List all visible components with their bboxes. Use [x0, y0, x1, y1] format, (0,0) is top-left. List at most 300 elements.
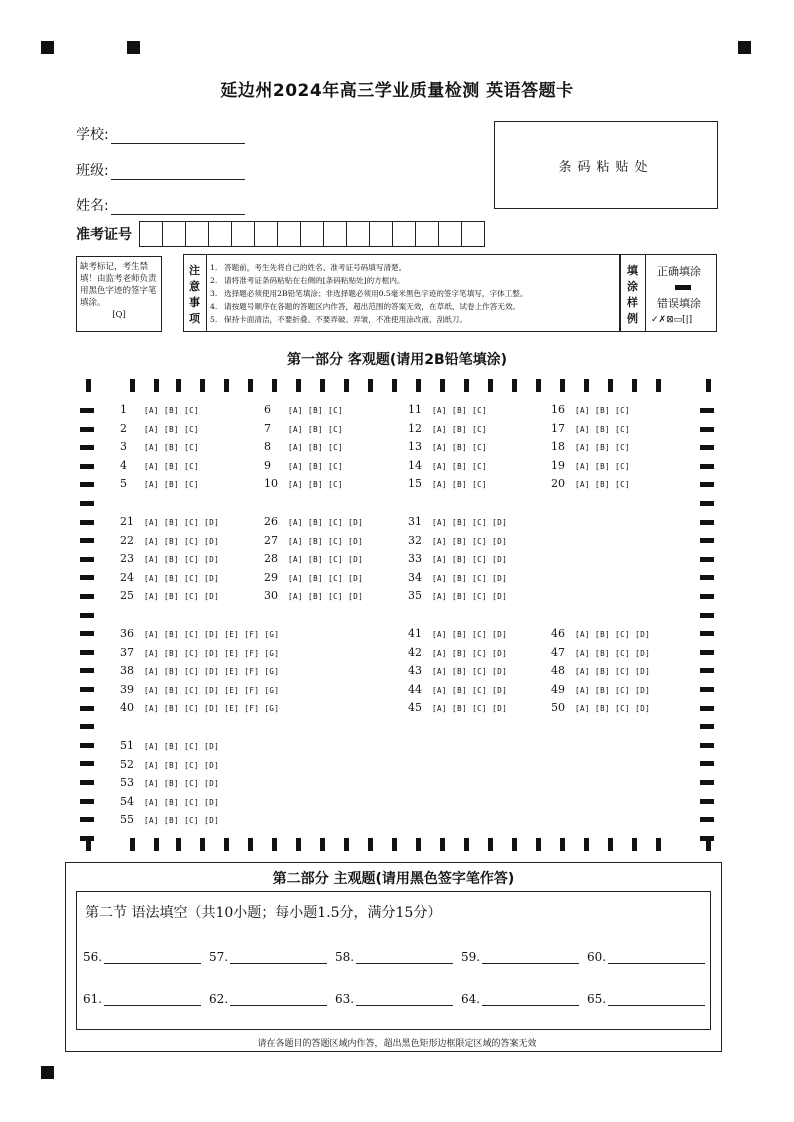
answer-bubbles[interactable]: [A] [B] [C] [D] [575, 667, 651, 677]
answer-bubbles[interactable]: [A] [B] [C] [432, 461, 488, 471]
exam-number-digit-box[interactable] [254, 221, 278, 247]
answer-bubbles[interactable]: [A] [B] [C] [D] [432, 592, 508, 602]
question-row[interactable] [551, 683, 654, 696]
grammar-blank[interactable] [83, 992, 201, 1006]
note-item: 4. 请按题号顺序在各题的答题区内作答，超出范围的答案无效，在草纸、试卷上作答无效。 [210, 302, 521, 311]
timing-mark [80, 408, 94, 413]
timing-mark [80, 482, 94, 487]
timing-mark [272, 379, 277, 392]
question-number: 31 [408, 515, 422, 528]
answer-bubbles[interactable]: [A] [B] [C] [D] [575, 685, 651, 695]
exam-number-digit-box[interactable] [392, 221, 416, 247]
question-number: 26 [264, 515, 278, 528]
question-row[interactable] [408, 422, 491, 435]
question-row[interactable] [408, 515, 511, 528]
answer-bubbles[interactable]: [A] [B] [C] [D] [288, 592, 364, 602]
question-row[interactable] [551, 440, 634, 453]
question-number: 22 [120, 533, 134, 547]
fill-sample-box [620, 254, 717, 332]
question-row[interactable] [408, 683, 511, 696]
question-row[interactable] [120, 552, 223, 565]
question-number: 51 [120, 739, 134, 752]
question-row[interactable] [264, 552, 367, 565]
answer-bubbles[interactable]: [A] [B] [C] [288, 424, 344, 434]
question-number: 20 [551, 477, 565, 491]
notes-heading: 注意事项 [189, 264, 200, 325]
blank-number: 57. [209, 950, 229, 964]
answer-bubbles[interactable]: [A] [B] [C] [D] [432, 704, 508, 714]
question-row[interactable] [120, 534, 223, 547]
blank-number: 60. [587, 950, 607, 964]
timing-mark [80, 650, 94, 655]
grammar-blank[interactable] [461, 992, 579, 1006]
question-number: 46 [551, 627, 565, 640]
question-row[interactable] [120, 813, 223, 826]
question-number: 23 [120, 552, 134, 566]
answer-bubbles[interactable]: [A] [B] [C] [D] [144, 797, 220, 807]
timing-mark [700, 464, 714, 469]
timing-mark [80, 817, 94, 822]
question-number: 21 [120, 515, 134, 528]
timing-mark [488, 838, 493, 851]
timing-mark [700, 520, 714, 525]
timing-mark [700, 836, 714, 841]
question-number: 7 [264, 421, 271, 435]
answer-bubbles[interactable]: [A] [B] [C] [575, 406, 631, 415]
answer-bubbles[interactable]: [A] [B] [C] [D] [144, 518, 220, 527]
question-row[interactable] [120, 589, 223, 602]
answer-line[interactable] [104, 951, 201, 964]
question-row[interactable] [408, 403, 491, 416]
answer-bubbles[interactable]: [A] [B] [C] [D] [144, 592, 220, 602]
answer-bubbles[interactable]: [A] [B] [C] [D] [144, 536, 220, 546]
exam-number-digit-box[interactable] [162, 221, 186, 247]
question-row[interactable] [120, 795, 223, 808]
answer-line[interactable] [482, 951, 579, 964]
question-row[interactable] [551, 701, 654, 714]
absent-box [76, 256, 162, 332]
question-number: 8 [264, 440, 271, 454]
corner-mark [127, 41, 140, 54]
timing-mark [700, 631, 714, 636]
timing-mark [700, 706, 714, 711]
timing-mark [130, 838, 135, 851]
grammar-blank[interactable] [461, 950, 579, 964]
question-number: 34 [408, 570, 422, 584]
timing-mark [154, 379, 159, 392]
answer-line[interactable] [356, 951, 453, 964]
answer-bubbles[interactable]: [A] [B] [C] [D] [E] [F] [G] [144, 667, 280, 677]
answer-bubbles[interactable]: [A] [B] [C] [D] [E] [F] [G] [144, 685, 280, 695]
answer-bubbles[interactable]: [A] [B] [C] [D] [144, 816, 220, 826]
answer-bubbles[interactable]: [A] [B] [C] [288, 461, 344, 471]
blank-number: 56. [83, 950, 103, 964]
question-row[interactable] [408, 534, 511, 547]
answer-bubbles[interactable]: [A] [B] [C] [575, 461, 631, 471]
question-row[interactable] [551, 422, 634, 435]
answer-bubbles[interactable]: [A] [B] [C] [432, 480, 488, 490]
blank-number: 58. [335, 950, 355, 964]
question-row[interactable] [120, 683, 283, 696]
question-row[interactable] [264, 422, 347, 435]
question-number: 17 [551, 421, 565, 435]
question-number: 45 [408, 701, 422, 715]
answer-bubbles[interactable]: [A] [B] [C] [575, 480, 631, 490]
question-number: 40 [120, 701, 134, 715]
question-row[interactable] [264, 589, 367, 602]
wrong-fill-marks: ✓✗⊠▭[|] [651, 315, 693, 325]
question-row[interactable] [264, 440, 347, 453]
timing-mark [700, 501, 714, 506]
answer-bubbles[interactable]: [A] [B] [C] [D] [432, 555, 508, 565]
answer-bubbles[interactable]: [A] [B] [C] [432, 424, 488, 434]
question-row[interactable] [120, 440, 203, 453]
answer-bubbles[interactable]: [A] [B] [C] [D] [E] [F] [G] [144, 630, 280, 639]
timing-mark [706, 379, 711, 392]
question-number: 39 [120, 682, 134, 696]
timing-mark [700, 650, 714, 655]
answer-bubbles[interactable]: [A] [B] [C] [D] [E] [F] [G] [144, 648, 280, 658]
answer-bubbles[interactable]: [A] [B] [C] [D] [E] [F] [G] [144, 704, 280, 714]
question-row[interactable] [408, 440, 491, 453]
correct-fill-mark [675, 285, 691, 290]
barcode-label: 条码粘贴处 [558, 160, 654, 175]
answer-bubbles[interactable]: [A] [B] [C] [D] [288, 536, 364, 546]
answer-bubbles[interactable]: [A] [B] [C] [575, 443, 631, 453]
question-row[interactable] [120, 739, 223, 752]
answer-bubbles[interactable]: [A] [B] [C] [D] [288, 518, 364, 527]
timing-mark [512, 379, 517, 392]
answer-line[interactable] [608, 993, 705, 1006]
answer-line[interactable] [482, 993, 579, 1006]
question-row[interactable] [408, 459, 491, 472]
question-number: 29 [264, 570, 278, 584]
question-row[interactable] [120, 477, 203, 490]
blank-number: 59. [461, 950, 481, 964]
timing-mark [344, 379, 349, 392]
question-number: 30 [264, 589, 278, 603]
question-number: 25 [120, 589, 134, 603]
answer-bubbles[interactable]: [A] [B] [C] [144, 443, 200, 453]
timing-mark [80, 836, 94, 841]
exam-number-label: 准考证号 [76, 227, 132, 243]
timing-mark [700, 427, 714, 432]
sample-correct-label: 正确填涂 [657, 265, 701, 278]
answer-bubbles[interactable]: [A] [B] [C] [D] [575, 630, 651, 639]
question-row[interactable] [264, 571, 367, 584]
question-number: 48 [551, 664, 565, 678]
timing-mark [176, 379, 181, 392]
blank-number: 65. [587, 992, 607, 1006]
timing-mark [86, 379, 91, 392]
timing-mark [536, 838, 541, 851]
answer-bubbles[interactable]: [A] [B] [C] [D] [432, 685, 508, 695]
question-row[interactable] [408, 477, 491, 490]
timing-mark [80, 613, 94, 618]
question-row[interactable] [120, 664, 283, 677]
note-item: 2. 请将准考证条码粘贴在右侧的[条码粘贴处]的方框内。 [210, 276, 405, 285]
question-row[interactable] [120, 701, 283, 714]
timing-mark [80, 799, 94, 804]
question-number: 14 [408, 458, 422, 472]
timing-mark [80, 724, 94, 729]
question-row[interactable] [120, 776, 223, 789]
timing-mark [200, 379, 205, 392]
timing-mark [130, 379, 135, 392]
part2-title: 第二部分 主观题(请用黑色签字笔作答) [272, 871, 515, 887]
answer-bubbles[interactable]: [A] [B] [C] [575, 424, 631, 434]
answer-bubbles[interactable]: [A] [B] [C] [D] [144, 742, 220, 751]
exam-number-digit-box[interactable] [415, 221, 439, 247]
footer-note: 请在各题目的答题区域内作答，超出黑色矩形边框限定区域的答案无效 [257, 1039, 537, 1049]
timing-mark [584, 838, 589, 851]
answer-bubbles[interactable]: [A] [B] [C] [D] [144, 555, 220, 565]
question-number: 19 [551, 458, 565, 472]
question-row[interactable] [408, 646, 511, 659]
exam-number-digit-box[interactable] [277, 221, 301, 247]
timing-mark [272, 838, 277, 851]
timing-mark [700, 780, 714, 785]
question-number: 24 [120, 570, 134, 584]
absent-note: 缺考标记，考生禁填！由监考老师负责用黑色字迹的签字笔填涂。 [80, 262, 157, 308]
school-field[interactable] [76, 124, 245, 144]
question-row[interactable] [408, 552, 511, 565]
question-number: 12 [408, 421, 422, 435]
timing-mark [536, 379, 541, 392]
timing-mark [700, 613, 714, 618]
question-number: 53 [120, 776, 134, 790]
timing-mark [80, 445, 94, 450]
question-row[interactable] [120, 571, 223, 584]
timing-mark [464, 838, 469, 851]
part2-box [65, 862, 722, 1052]
question-row[interactable] [408, 589, 511, 602]
exam-number-digit-box[interactable] [139, 221, 163, 247]
absent-mark[interactable]: [Q] [112, 310, 126, 320]
timing-mark [700, 743, 714, 748]
question-number: 11 [408, 403, 422, 416]
question-row[interactable] [551, 646, 654, 659]
answer-bubbles[interactable]: [A] [B] [C] [144, 406, 200, 415]
question-number: 4 [120, 458, 127, 472]
answer-line[interactable] [356, 993, 453, 1006]
timing-mark [632, 379, 637, 392]
question-row[interactable] [264, 534, 367, 547]
answer-bubbles[interactable]: [A] [B] [C] [D] [575, 704, 651, 714]
timing-mark [224, 379, 229, 392]
grammar-blank[interactable] [209, 950, 327, 964]
answer-bubbles[interactable]: [A] [B] [C] [D] [432, 536, 508, 546]
timing-mark [248, 838, 253, 851]
answer-bubbles[interactable]: [A] [B] [C] [D] [288, 555, 364, 565]
answer-bubbles[interactable]: [A] [B] [C] [D] [432, 630, 508, 639]
answer-line[interactable] [608, 951, 705, 964]
timing-mark [80, 538, 94, 543]
question-row[interactable] [264, 459, 347, 472]
timing-mark [368, 379, 373, 392]
answer-bubbles[interactable]: [A] [B] [C] [432, 406, 488, 415]
grammar-blank[interactable] [209, 992, 327, 1006]
timing-mark [80, 631, 94, 636]
timing-mark [632, 838, 637, 851]
timing-mark [80, 464, 94, 469]
answer-bubbles[interactable]: [A] [B] [C] [144, 424, 200, 434]
question-row[interactable] [120, 459, 203, 472]
question-row[interactable] [120, 646, 283, 659]
timing-mark [416, 379, 421, 392]
question-number: 33 [408, 552, 422, 566]
answer-bubbles[interactable]: [A] [B] [C] [D] [432, 667, 508, 677]
timing-mark [248, 379, 253, 392]
answer-bubbles[interactable]: [A] [B] [C] [D] [288, 573, 364, 583]
timing-mark [700, 445, 714, 450]
timing-mark [224, 838, 229, 851]
timing-mark [416, 838, 421, 851]
answer-bubbles[interactable]: [A] [B] [C] [D] [575, 648, 651, 658]
question-number: 5 [120, 477, 127, 491]
blank-number: 64. [461, 992, 481, 1006]
timing-mark [200, 838, 205, 851]
question-row[interactable] [264, 477, 347, 490]
timing-mark [700, 724, 714, 729]
timing-mark [80, 427, 94, 432]
timing-mark [368, 838, 373, 851]
class-label: 班级: [76, 163, 109, 179]
answer-bubbles[interactable]: [A] [B] [C] [D] [144, 760, 220, 770]
note-item: 3. 选择题必须使用2B铅笔填涂；非选择题必须用0.5毫米黑色字迹的签字笔填写，字体工整。 [210, 289, 528, 298]
corner-mark [738, 41, 751, 54]
question-number: 1 [120, 403, 127, 416]
timing-mark [700, 817, 714, 822]
question-number: 44 [408, 682, 422, 696]
exam-number-digit-box[interactable] [369, 221, 393, 247]
question-row[interactable] [408, 701, 511, 714]
answer-bubbles[interactable]: [A] [B] [C] [D] [144, 573, 220, 583]
question-number: 52 [120, 757, 134, 771]
answer-bubbles[interactable]: [A] [B] [C] [D] [432, 573, 508, 583]
timing-mark [700, 668, 714, 673]
question-row[interactable] [120, 758, 223, 771]
timing-mark [440, 838, 445, 851]
answer-line[interactable] [104, 993, 201, 1006]
question-number: 28 [264, 552, 278, 566]
name-label: 姓名: [76, 198, 109, 214]
timing-mark [320, 379, 325, 392]
part1-title: 第一部分 客观题(请用2B铅笔填涂) [286, 352, 508, 368]
question-row[interactable] [264, 515, 367, 528]
exam-number-digit-box[interactable] [346, 221, 370, 247]
question-row[interactable] [408, 571, 511, 584]
name-field[interactable] [76, 195, 245, 215]
answer-bubbles[interactable]: [A] [B] [C] [144, 480, 200, 490]
timing-mark [392, 379, 397, 392]
question-number: 18 [551, 440, 565, 454]
section2-title: 第二节 语法填空（共10小题；每小题1.5分，满分15分） [85, 905, 442, 921]
question-row[interactable] [408, 627, 511, 640]
page-title: 延边州2024年高三学业质量检测 英语答题卡 [220, 81, 574, 101]
exam-number-digit-box[interactable] [231, 221, 255, 247]
question-number: 3 [120, 440, 127, 454]
timing-mark [296, 379, 301, 392]
answer-line[interactable] [230, 951, 327, 964]
blank-number: 61. [83, 992, 103, 1006]
timing-mark [700, 408, 714, 413]
answer-bubbles[interactable]: [A] [B] [C] [288, 443, 344, 453]
answer-bubbles[interactable]: [A] [B] [C] [D] [432, 648, 508, 658]
timing-mark [296, 838, 301, 851]
grammar-blank[interactable] [587, 950, 705, 964]
exam-number-digit-box[interactable] [438, 221, 462, 247]
timing-mark [700, 799, 714, 804]
grammar-blank[interactable] [335, 992, 453, 1006]
question-row[interactable] [551, 664, 654, 677]
school-label: 学校: [76, 127, 109, 143]
timing-mark [512, 838, 517, 851]
sample-heading: 填涂样例 [627, 264, 638, 325]
question-row[interactable] [551, 403, 634, 416]
exam-number-digit-box[interactable] [185, 221, 209, 247]
notes-list [210, 261, 527, 326]
timing-mark [80, 743, 94, 748]
answer-bubbles[interactable]: [A] [B] [C] [288, 406, 344, 415]
question-row[interactable] [551, 627, 654, 640]
exam-number-digit-box[interactable] [461, 221, 485, 247]
question-number: 49 [551, 682, 565, 696]
answer-line[interactable] [230, 993, 327, 1006]
question-row[interactable] [120, 422, 203, 435]
timing-mark [80, 520, 94, 525]
grammar-blank[interactable] [83, 950, 201, 964]
exam-number-boxes[interactable] [140, 221, 485, 247]
timing-mark [80, 687, 94, 692]
question-number: 50 [551, 701, 565, 715]
note-item: 1. 答题前，考生先将自己的姓名、准考证号码填写清楚。 [210, 263, 407, 272]
grammar-blank[interactable] [335, 950, 453, 964]
answer-bubbles[interactable]: [A] [B] [C] [432, 443, 488, 453]
question-row[interactable] [264, 403, 347, 416]
question-row[interactable] [408, 664, 511, 677]
answer-bubbles[interactable]: [A] [B] [C] [144, 461, 200, 471]
answer-bubbles[interactable]: [A] [B] [C] [D] [144, 779, 220, 789]
question-number: 32 [408, 533, 422, 547]
answer-bubbles[interactable]: [A] [B] [C] [288, 480, 344, 490]
question-number: 13 [408, 440, 422, 454]
question-number: 37 [120, 645, 134, 659]
corner-mark [41, 41, 54, 54]
timing-mark [80, 594, 94, 599]
exam-number-digit-box[interactable] [323, 221, 347, 247]
question-number: 27 [264, 533, 278, 547]
question-row[interactable] [551, 459, 634, 472]
question-number: 9 [264, 458, 271, 472]
question-row[interactable] [551, 477, 634, 490]
question-row[interactable] [120, 627, 283, 640]
question-number: 2 [120, 421, 127, 435]
answer-bubbles[interactable]: [A] [B] [C] [D] [432, 518, 508, 527]
question-row[interactable] [120, 515, 223, 528]
timing-mark [700, 482, 714, 487]
question-number: 43 [408, 664, 422, 678]
question-number: 15 [408, 477, 422, 491]
sample-wrong-label: 错误填涂 [657, 297, 701, 310]
timing-mark [560, 379, 565, 392]
class-field[interactable] [76, 160, 245, 180]
timing-mark [80, 706, 94, 711]
question-row[interactable] [120, 403, 203, 416]
exam-number-digit-box[interactable] [300, 221, 324, 247]
exam-number-digit-box[interactable] [208, 221, 232, 247]
grammar-blank[interactable] [587, 992, 705, 1006]
